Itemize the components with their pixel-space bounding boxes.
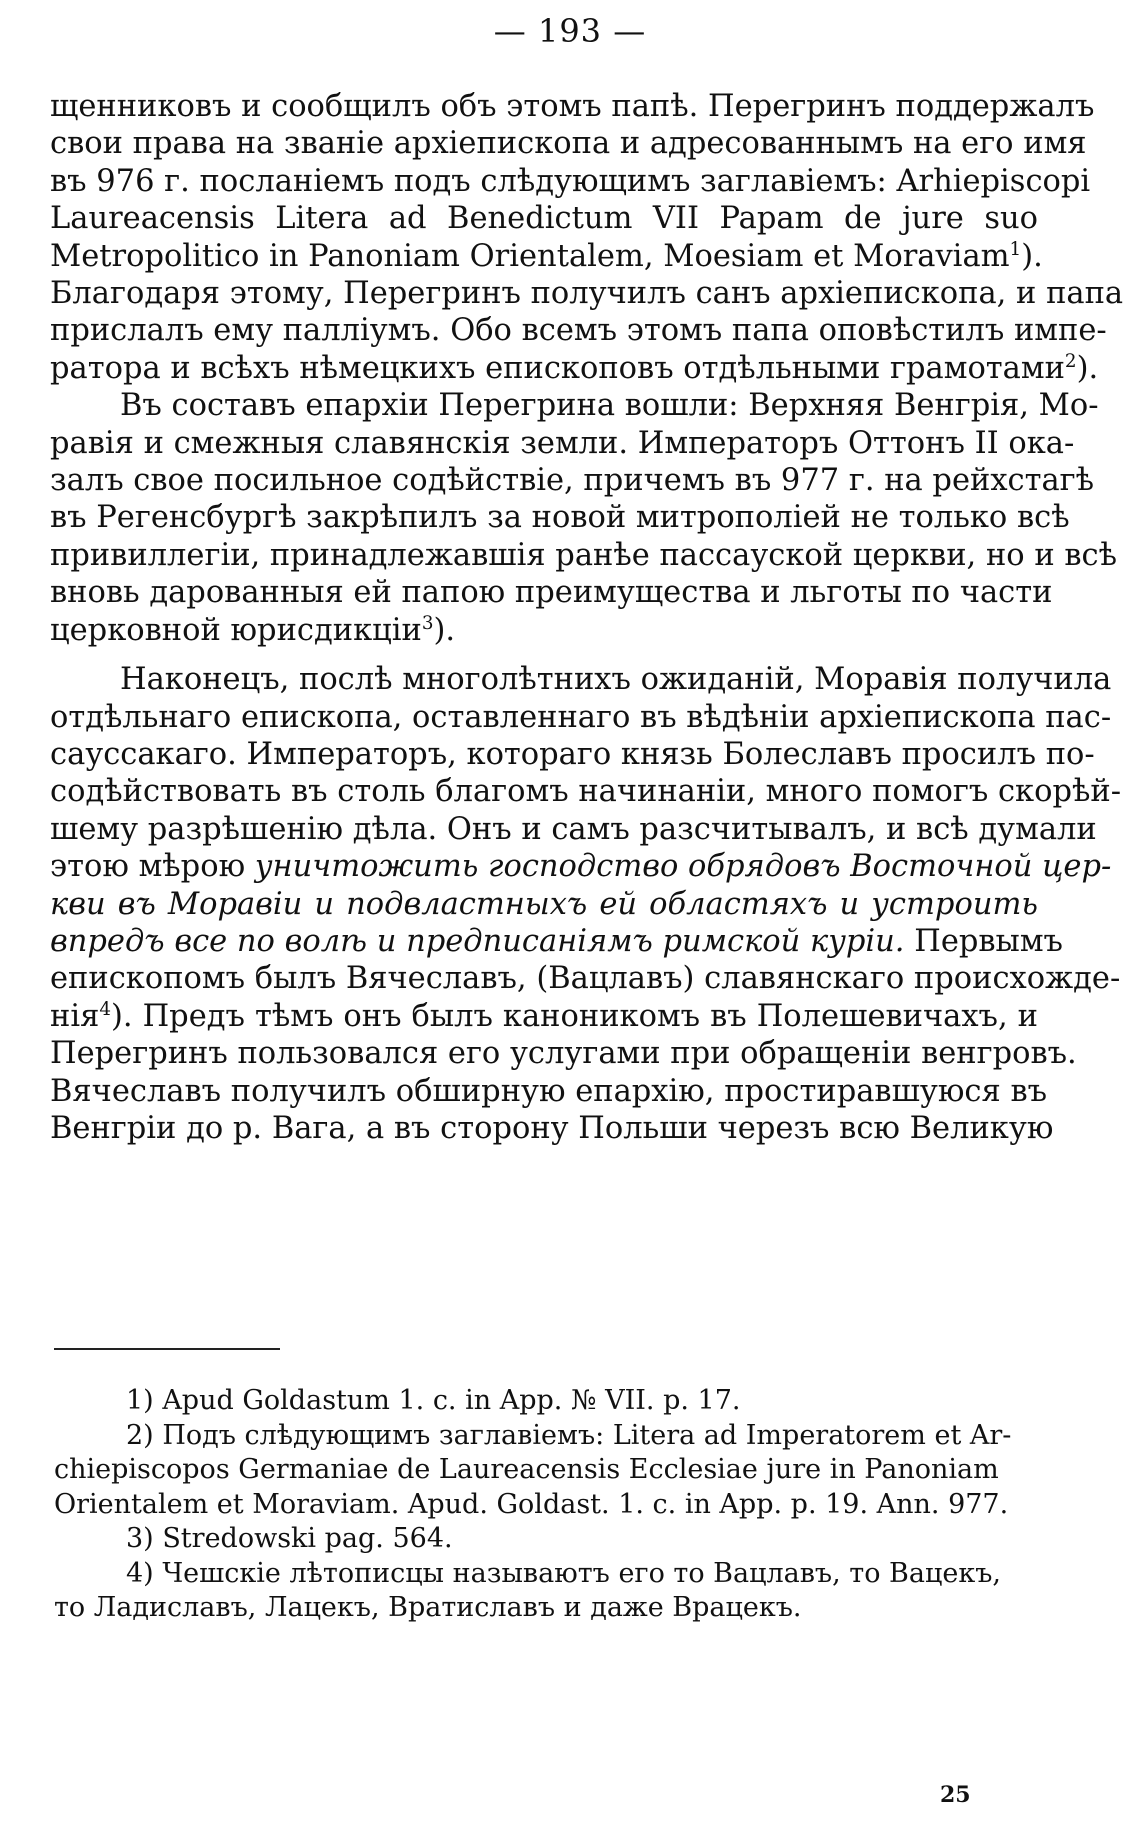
footnote-text: Stredowski pag. 564. bbox=[162, 1523, 453, 1554]
text-line: епископомъ былъ Вячеславъ, (Вацлавъ) славянскаго происхожде- bbox=[50, 961, 1121, 997]
signature-mark: 25 bbox=[940, 1782, 971, 1808]
footnote-2-continued: chiepiscopos Germaniae de Laureacensis Ecclesiae jure in Panoniam bbox=[54, 1454, 999, 1485]
text-line: щенниковъ и сообщилъ объ этомъ папѣ. Перегринъ поддержалъ bbox=[50, 89, 1095, 124]
text-line: Наконецъ, послѣ многолѣтнихъ ожиданій, Моравія получила bbox=[120, 662, 1112, 698]
text-line: вновь дарованныя ей папою преимущества и льготы по части bbox=[50, 575, 1053, 611]
text-line bbox=[50, 923, 1063, 960]
footnote-ref-1: 1 bbox=[1009, 238, 1022, 260]
paragraph-gap bbox=[50, 649, 1038, 661]
text-line: Благодаря этому, Перегринъ получилъ санъ архіепископа, и папа bbox=[50, 276, 1124, 312]
text-fragment: ). Предъ тѣмъ онъ былъ каноникомъ въ Полешевичахъ, и bbox=[110, 998, 1038, 1034]
footnote-marker: 4) bbox=[126, 1557, 154, 1589]
footnote-marker: 2) bbox=[126, 1419, 154, 1451]
text-fragment: Metropolitico in Panoniam Orientalem, Moesiam et Moraviam bbox=[50, 238, 1010, 274]
italic-fragment: уничтожить господство обрядовъ Восточной цер- bbox=[254, 849, 1112, 885]
text-line: Вячеславъ получилъ обширную епархію, простиравшуюся въ bbox=[50, 1073, 1048, 1109]
text-line-italic: кви въ Моравіи и подвластныхъ ей областяхъ и устроить bbox=[50, 886, 1038, 922]
text-line: отдѣльнаго епископа, оставленнаго въ вѣдѣніи архіепископа пас- bbox=[50, 699, 1112, 735]
text-fragment: Первымъ bbox=[914, 923, 1063, 959]
footnote-ref-2: 2 bbox=[1064, 350, 1077, 372]
footnote-ref-4: 4 bbox=[99, 998, 111, 1020]
text-fragment: этою мѣрою bbox=[50, 849, 246, 885]
text-line: Венгріи до р. Вага, а въ сторону Польши черезъ всю Великую bbox=[50, 1110, 1054, 1146]
text-line: равія и смежныя славянскія земли. Императоръ Оттонъ II ока- bbox=[50, 425, 1075, 461]
text-line bbox=[50, 238, 1043, 275]
text-line: привиллегіи, принадлежавшія ранѣе пассауской церкви, но и всѣ bbox=[50, 537, 1117, 573]
footnote-divider bbox=[54, 1348, 280, 1350]
footnote-1 bbox=[54, 1384, 1038, 1419]
text-line: Перегринъ пользовался его услугами при обращеніи венгровъ. bbox=[50, 1036, 1077, 1072]
footnote-text: Чешскіе лѣтописцы называютъ его то Вацлавъ, то Вацекъ, bbox=[162, 1557, 1001, 1589]
text-fragment: церковной юрисдикціи bbox=[50, 612, 422, 648]
text-line: залъ свое посильное содѣйствіе, причемъ въ 977 г. на рейхстагѣ bbox=[50, 463, 1095, 499]
footnote-marker: 3) bbox=[126, 1523, 154, 1554]
text-line bbox=[50, 848, 1112, 885]
footnote-text: Apud Goldastum 1. c. in App. № VII. p. 17. bbox=[162, 1385, 741, 1416]
page-number-header: — 193 — bbox=[493, 12, 647, 50]
text-line: въ 976 г. посланіемъ подъ слѣдующимъ заглавіемъ: Arhiepiscopi bbox=[50, 163, 1091, 199]
text-line: прислалъ ему палліумъ. Обо всемъ этомъ папа оповѣстилъ импе- bbox=[50, 313, 1107, 349]
footnote-2-continued: Orientalem et Moraviam. Apud. Goldast. 1. c. in App. p. 19. Ann. 977. bbox=[54, 1488, 1009, 1520]
text-line: Въ составъ епархіи Перегрина вошли: Верхняя Венгрія, Мо- bbox=[120, 388, 1099, 424]
main-text bbox=[50, 88, 1124, 1147]
text-line bbox=[50, 350, 1099, 387]
footnote-text: Подъ слѣдующимъ заглавіемъ: Litera ad Imperatorem et Ar- bbox=[162, 1419, 1012, 1451]
text-line: сауссакаго. Императоръ, котораго князь Болеславъ просилъ по- bbox=[50, 736, 1095, 772]
footnote-4-continued: то Ладиславъ, Лацекъ, Вратиславъ и даже Врацекъ. bbox=[54, 1592, 802, 1623]
footnotes bbox=[54, 1384, 1038, 1626]
footnote-3 bbox=[54, 1522, 1038, 1557]
text-line: свои права на званіе архіепископа и адресованнымъ на его имя bbox=[50, 126, 1087, 162]
footnote-ref-3: 3 bbox=[421, 612, 434, 634]
punctuation: ). bbox=[1076, 350, 1099, 386]
text-line: содѣйствовать въ столь благомъ начинаніи, много помогъ скорѣй- bbox=[50, 774, 1121, 810]
text-fragment: нія bbox=[50, 998, 100, 1034]
text-line bbox=[50, 612, 1038, 649]
footnote-marker: 1) bbox=[126, 1385, 154, 1416]
italic-fragment: впредъ все по волѣ и предписаніямъ римской куріи. bbox=[50, 923, 905, 959]
text-line: Laureacensis Litera ad Benedictum VII Papam de jure suo bbox=[50, 201, 1038, 237]
text-line bbox=[50, 998, 1038, 1035]
text-fragment: ратора и всѣхъ нѣмецкихъ епископовъ отдѣльными грамотами bbox=[50, 350, 1065, 386]
footnote-2 bbox=[54, 1419, 1038, 1454]
punctuation: ). bbox=[1021, 238, 1043, 274]
text-line: въ Регенсбургѣ закрѣпилъ за новой митрополіей не только всѣ bbox=[50, 500, 1070, 536]
footnote-4 bbox=[54, 1557, 1038, 1592]
punctuation: ). bbox=[433, 612, 456, 648]
text-line: шему разрѣшенію дѣла. Онъ и самъ разсчитывалъ, и всѣ думали bbox=[50, 811, 1097, 847]
